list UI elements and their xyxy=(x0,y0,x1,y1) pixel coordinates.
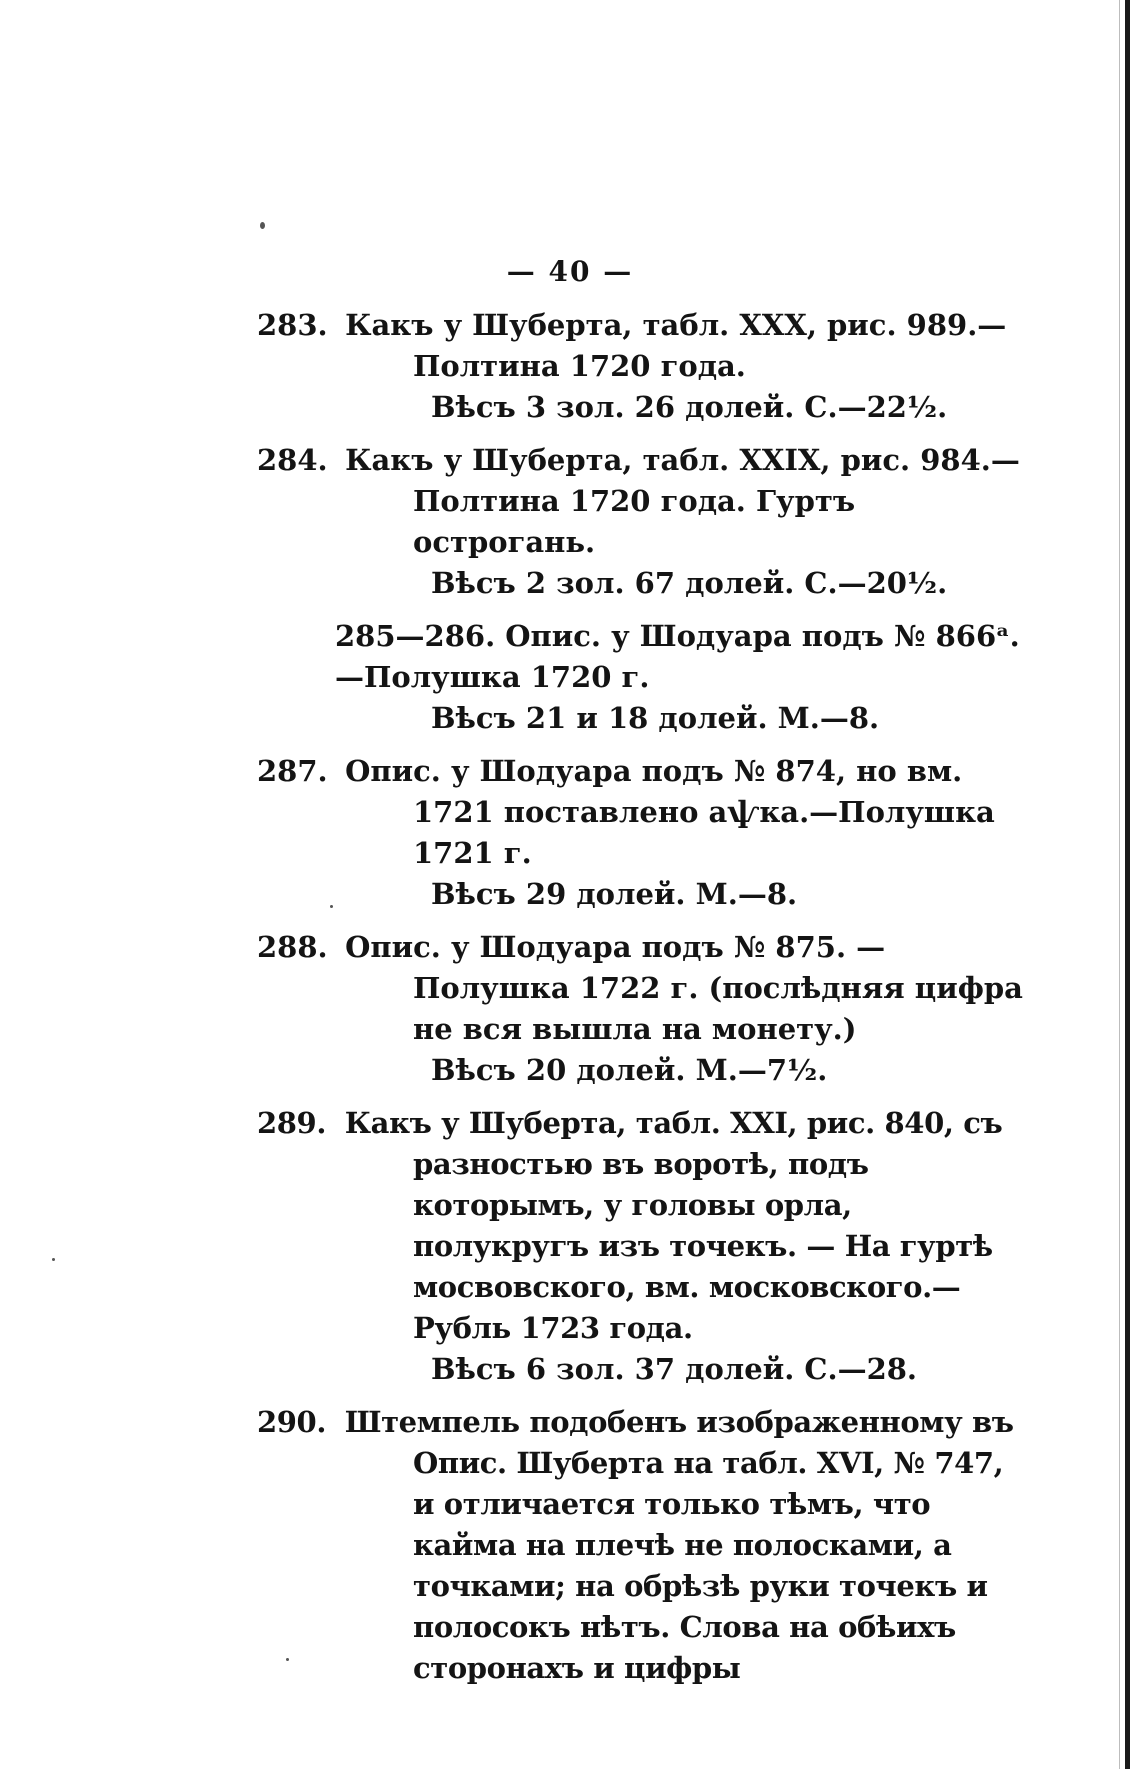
entry-284 xyxy=(257,440,1025,604)
speck xyxy=(286,1658,289,1661)
entry-text xyxy=(335,616,1025,698)
entry-text: 287. Опис. у Шодуара подъ № 874, но вм. 1721 поставлено аѱка.—Полушка 1721 г. xyxy=(257,754,995,870)
entry-weight: Вѣсъ 3 зол. 26 долей. С.—22½. xyxy=(431,390,948,424)
entry-288 xyxy=(257,927,1025,1091)
entry-283 xyxy=(257,305,1025,428)
entry-description: Опис. у Шодуара подъ № 874, но вм. 1721 поставлено аѱка.—Полушка 1721 г. xyxy=(345,754,995,870)
entry-285-286 xyxy=(335,616,1025,739)
entry-text: 290. Штемпель подобенъ изображенному въ Опис. Шуберта на табл. XVI, № 747, и отличается только тѣмъ, что кайма на плечѣ не полосками, а точками; на обрѣзѣ руки точекъ и полосокъ нѣтъ. Слова на обѣихъ сторонахъ и цифры xyxy=(257,1405,1014,1685)
entry-description: Какъ у Шуберта, табл. XXX, рис. 989.—Полтина 1720 года. xyxy=(345,308,1007,383)
catalog-entries xyxy=(257,305,1025,1701)
entry-description: Какъ у Шуберта, табл. XXI, рис. 840, съ разностью въ воротѣ, подъ которымъ, у головы орла, полукругъ изъ точекъ. — На гуртѣ мосвовского, вм. московского.—Рубль 1723 года. xyxy=(344,1106,1003,1345)
entry-weight: Вѣсъ 21 и 18 долей. М.—8. xyxy=(431,701,880,735)
entry-description: Опис. у Шодуара подъ № 875. — Полушка 1722 г. (послѣдняя цифра не вся вышла на монету.) xyxy=(345,930,1023,1046)
entry-text: 289. Какъ у Шуберта, табл. XXI, рис. 840, съ разностью въ воротѣ, подъ которымъ, у головы орла, полукругъ изъ точекъ. — На гуртѣ мосвовского, вм. московского.—Рубль 1723 года. xyxy=(257,1106,1003,1345)
entry-weight: Вѣсъ 29 долей. М.—8. xyxy=(431,877,798,911)
speck xyxy=(330,905,333,908)
entry-text: 288. Опис. у Шодуара подъ № 875. — Полушка 1722 г. (послѣдняя цифра не вся вышла на монету.) xyxy=(257,930,1023,1046)
entry-289 xyxy=(257,1103,1025,1390)
page-number: — 40 — xyxy=(506,255,634,288)
entry-text: 283. Какъ у Шуберта, табл. XXX, рис. 989.—Полтина 1720 года. xyxy=(257,308,1007,383)
speck xyxy=(260,222,265,229)
entry-290 xyxy=(257,1402,1025,1689)
entry-weight: Вѣсъ 20 долей. М.—7½. xyxy=(431,1053,828,1087)
entry-text: 284. Какъ у Шуберта, табл. XXIX, рис. 984.—Полтина 1720 года. Гуртъ острогань. xyxy=(257,443,1020,559)
entry-weight: Вѣсъ 6 зол. 37 долей. С.—28. xyxy=(431,1352,918,1386)
entry-287 xyxy=(257,751,1025,915)
entry-description: Опис. у Шодуара подъ № 866ᵃ.—Полушка 1720 г. xyxy=(335,619,1020,694)
entry-description: Какъ у Шуберта, табл. XXIX, рис. 984.—Полтина 1720 года. Гуртъ острогань. xyxy=(345,443,1020,559)
entry-number: 285—286. xyxy=(335,619,496,653)
entry-weight: Вѣсъ 2 зол. 67 долей. С.—20½. xyxy=(431,566,948,600)
entry-description: Штемпель подобенъ изображенному въ Опис. Шуберта на табл. XVI, № 747, и отличается только тѣмъ, что кайма на плечѣ не полосками, а точками; на обрѣзѣ руки точекъ и полосокъ нѣтъ. Слова на обѣихъ сторонахъ и цифры xyxy=(344,1405,1014,1685)
speck xyxy=(52,1258,55,1261)
